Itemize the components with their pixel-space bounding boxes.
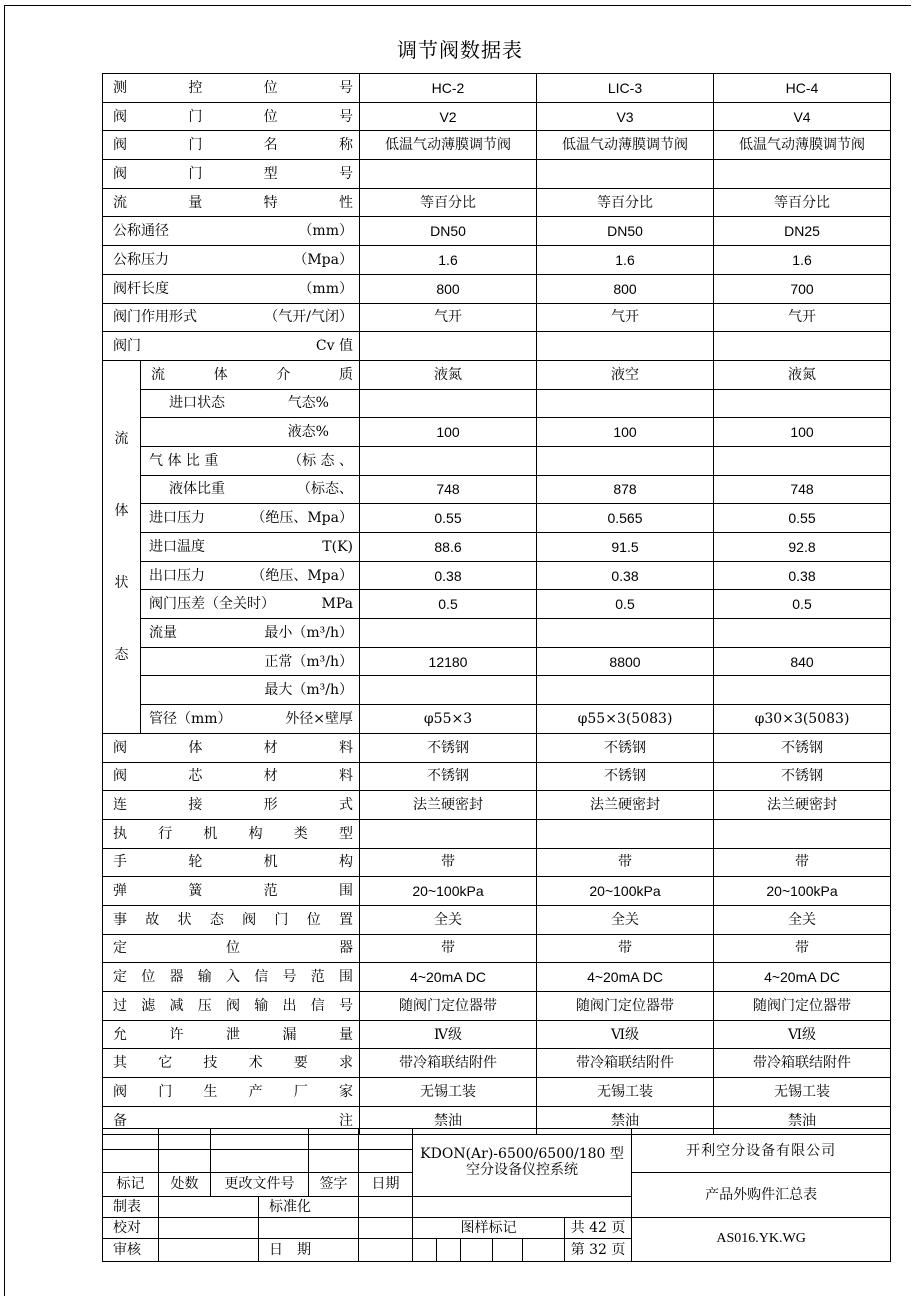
- table-row: [103, 705, 891, 734]
- row-label: [103, 74, 360, 103]
- justified-label: 连 接 形 式: [113, 797, 353, 814]
- value-cell: φ30×3(5083): [714, 705, 891, 734]
- value-cell: 等百分比: [537, 188, 714, 217]
- drawing-mark-box: [523, 1238, 565, 1261]
- row-unit-text: 气态%: [287, 395, 329, 412]
- row-label-text: 公称通径: [113, 223, 169, 240]
- justified-label: 定 位 器: [113, 940, 353, 957]
- value-cell: V2: [360, 102, 537, 131]
- system-line-2: 空分设备仪控系统: [466, 1162, 579, 1179]
- table-row: [103, 446, 891, 475]
- row-label-text: 阀门作用形式: [113, 309, 197, 326]
- page-title: 调节阀数据表: [397, 38, 523, 62]
- value-cell: 气开: [360, 303, 537, 332]
- row-unit-text: （标态、: [297, 481, 353, 498]
- justified-label: 阀 门 名 称: [113, 137, 353, 154]
- blank-cell: [413, 1196, 632, 1217]
- row-unit-text: 最大（m³/h）: [264, 682, 353, 699]
- value-cell: 随阀门定位器带: [714, 992, 891, 1021]
- value-cell: [714, 819, 891, 848]
- row-unit-text: 正常（m³/h）: [264, 653, 353, 670]
- value-cell: 带: [714, 934, 891, 963]
- value-cell: 禁油: [537, 1106, 714, 1135]
- row-label: [103, 848, 360, 877]
- justified-label: 阀 门 位 号: [113, 108, 353, 125]
- row-unit-text: 液态%: [287, 424, 329, 441]
- row-label: [103, 762, 360, 791]
- value-cell: 0.5: [537, 590, 714, 619]
- system-line-1: KDON(Ar)-6500/6500/180 型: [420, 1146, 624, 1163]
- value-cell: 100: [537, 418, 714, 447]
- value-cell: 800: [537, 274, 714, 303]
- table-row: [103, 733, 891, 762]
- value-cell: 法兰硬密封: [537, 791, 714, 820]
- table-row: [103, 934, 891, 963]
- value-cell: 等百分比: [360, 188, 537, 217]
- table-row: [103, 590, 891, 619]
- row-label: [141, 418, 360, 447]
- table-row: [103, 963, 891, 992]
- value-cell: [360, 676, 537, 705]
- revision-cell: [211, 1129, 309, 1150]
- table-row: [103, 274, 891, 303]
- row-label: [103, 102, 360, 131]
- table-row: [103, 160, 891, 189]
- row-label: [103, 791, 360, 820]
- value-cell: DN25: [714, 217, 891, 246]
- value-cell: [360, 332, 537, 361]
- value-cell: [714, 389, 891, 418]
- row-label: [103, 303, 360, 332]
- row-unit-text: （mm）: [298, 223, 353, 240]
- value-cell: 等百分比: [714, 188, 891, 217]
- table-row: [103, 188, 891, 217]
- table-row: [103, 246, 891, 275]
- value-cell: 8800: [537, 647, 714, 676]
- row-unit-text: （标 态 、: [288, 452, 353, 469]
- row-label: [141, 676, 360, 705]
- table-row: [103, 819, 891, 848]
- row-label-text: 管径（mm）: [149, 710, 232, 727]
- revision-cell: [159, 1150, 211, 1173]
- table-row: [103, 217, 891, 246]
- row-unit-text: （气开/气闭）: [264, 309, 353, 326]
- value-cell: 不锈钢: [714, 762, 891, 791]
- row-label: [103, 905, 360, 934]
- row-unit-text: Cv 值: [315, 338, 353, 355]
- value-cell: 低温气动薄膜调节阀: [714, 131, 891, 160]
- row-unit-text: 最小（m³/h）: [264, 624, 353, 641]
- row-unit-text: 外径×壁厚: [285, 710, 353, 727]
- row-label: [103, 1020, 360, 1049]
- row-unit-text: MPa: [321, 596, 353, 613]
- table-row: [103, 1020, 891, 1049]
- value-cell: 禁油: [714, 1106, 891, 1135]
- row-label-text: 公称压力: [113, 251, 169, 268]
- justified-label: 过 滤 减 压 阀 输 出 信 号: [113, 997, 353, 1014]
- value-cell: HC-4: [714, 74, 891, 103]
- value-cell: [360, 160, 537, 189]
- value-cell: [360, 389, 537, 418]
- table-row: [103, 992, 891, 1021]
- row-label: [141, 590, 360, 619]
- table-row: [103, 848, 891, 877]
- value-cell: 878: [537, 475, 714, 504]
- value-cell: [714, 446, 891, 475]
- value-cell: 不锈钢: [537, 762, 714, 791]
- document-title: 产品外购件汇总表: [632, 1173, 891, 1217]
- row-unit-text: T(K): [322, 538, 353, 555]
- drawing-mark-label: 图样标记: [413, 1217, 565, 1238]
- value-cell: 不锈钢: [537, 733, 714, 762]
- header-mark: 标记: [103, 1173, 159, 1196]
- value-cell: 800: [360, 274, 537, 303]
- document-code: AS016.YK.WG: [632, 1217, 891, 1261]
- value-cell: 88.6: [360, 533, 537, 562]
- check-value: [159, 1217, 259, 1238]
- justified-label: 弹 簧 范 围: [113, 883, 353, 900]
- justified-label: 手 轮 机 构: [113, 854, 353, 871]
- row-unit-text: （Mpa）: [293, 251, 353, 268]
- value-cell: φ55×3: [360, 705, 537, 734]
- value-cell: 840: [714, 647, 891, 676]
- table-row: [103, 504, 891, 533]
- standard-label: 标准化: [259, 1196, 359, 1217]
- table-row: [103, 389, 891, 418]
- value-cell: 0.38: [714, 561, 891, 590]
- row-label: [103, 992, 360, 1021]
- value-cell: 带: [360, 934, 537, 963]
- row-label: [141, 533, 360, 562]
- value-cell: [537, 676, 714, 705]
- standard-value: [359, 1196, 413, 1217]
- row-label: [141, 446, 360, 475]
- value-cell: [537, 160, 714, 189]
- group-label-char: 体: [114, 502, 129, 519]
- total-pages: 共 42 页: [565, 1217, 632, 1238]
- value-cell: 低温气动薄膜调节阀: [537, 131, 714, 160]
- value-cell: 带: [714, 848, 891, 877]
- justified-label: 流 体 介 质: [151, 366, 353, 383]
- value-cell: V4: [714, 102, 891, 131]
- value-cell: 748: [714, 475, 891, 504]
- value-cell: [537, 819, 714, 848]
- value-cell: 0.55: [360, 504, 537, 533]
- value-cell: 无锡工装: [537, 1078, 714, 1107]
- value-cell: 20~100kPa: [537, 877, 714, 906]
- table-row: [103, 131, 891, 160]
- row-label: [103, 819, 360, 848]
- value-cell: 100: [714, 418, 891, 447]
- value-cell: 0.55: [714, 504, 891, 533]
- row-label: [103, 733, 360, 762]
- value-cell: 不锈钢: [360, 762, 537, 791]
- justified-label: 流 量 特 性: [113, 194, 353, 211]
- value-cell: 92.8: [714, 533, 891, 562]
- revision-cell: [211, 1150, 309, 1173]
- page-number: 第 32 页: [565, 1238, 632, 1261]
- value-cell: Ⅵ级: [537, 1020, 714, 1049]
- row-label: [103, 274, 360, 303]
- justified-label: 备 注: [113, 1112, 353, 1129]
- valve-data-table: [102, 73, 891, 1135]
- table-row: [103, 360, 891, 389]
- value-cell: DN50: [537, 217, 714, 246]
- table-row: [103, 1049, 891, 1078]
- row-label-text: 出口压力: [149, 567, 205, 584]
- table-row: [103, 475, 891, 504]
- drawing-mark-box: [461, 1238, 493, 1261]
- title-block: [102, 1128, 891, 1262]
- justified-label: 定 位 器 输 入 信 号 范 围: [113, 969, 353, 986]
- value-cell: 100: [360, 418, 537, 447]
- value-cell: 气开: [714, 303, 891, 332]
- check-extra: [259, 1217, 359, 1238]
- value-cell: 0.38: [537, 561, 714, 590]
- value-cell: 20~100kPa: [360, 877, 537, 906]
- value-cell: [714, 332, 891, 361]
- review-label: 审核: [103, 1238, 159, 1261]
- value-cell: 随阀门定位器带: [537, 992, 714, 1021]
- drawing-mark-box: [493, 1238, 523, 1261]
- row-label-text: 进口压力: [149, 510, 205, 527]
- justified-label: 阀 门 生 产 厂 家: [113, 1083, 353, 1100]
- value-cell: 气开: [537, 303, 714, 332]
- value-cell: [537, 389, 714, 418]
- table-row: [103, 762, 891, 791]
- value-cell: 低温气动薄膜调节阀: [360, 131, 537, 160]
- value-cell: [714, 619, 891, 648]
- justified-label: 允 许 泄 漏 量: [113, 1026, 353, 1043]
- check-label: 校对: [103, 1217, 159, 1238]
- date-value: [359, 1238, 413, 1261]
- group-label-char: 流: [114, 430, 129, 447]
- value-cell: 700: [714, 274, 891, 303]
- row-label: [103, 1049, 360, 1078]
- value-cell: 4~20mA DC: [714, 963, 891, 992]
- value-cell: 不锈钢: [360, 733, 537, 762]
- header-date: 日期: [359, 1173, 413, 1196]
- row-unit-text: （绝压、Mpa）: [251, 567, 353, 584]
- row-label: [141, 475, 360, 504]
- header-count: 处数: [159, 1173, 211, 1196]
- value-cell: 全关: [537, 905, 714, 934]
- value-cell: 禁油: [360, 1106, 537, 1135]
- row-label-text: 进口温度: [149, 538, 205, 555]
- check-extra: [359, 1217, 413, 1238]
- row-label-text: 进口状态: [169, 395, 225, 412]
- made-value: [159, 1196, 259, 1217]
- revision-cell: [309, 1129, 359, 1150]
- row-label: [103, 934, 360, 963]
- value-cell: [714, 676, 891, 705]
- row-label: [103, 1078, 360, 1107]
- row-label: [141, 705, 360, 734]
- value-cell: Ⅳ级: [360, 1020, 537, 1049]
- revision-cell: [309, 1150, 359, 1173]
- made-label: 制表: [103, 1196, 159, 1217]
- value-cell: 液氮: [714, 360, 891, 389]
- table-row: [103, 533, 891, 562]
- value-cell: 0.5: [360, 590, 537, 619]
- row-label: [141, 389, 360, 418]
- table-row: [103, 877, 891, 906]
- value-cell: 4~20mA DC: [360, 963, 537, 992]
- value-cell: 带: [537, 848, 714, 877]
- fluid-state-group-label: [103, 360, 141, 733]
- table-row: [103, 647, 891, 676]
- value-cell: 1.6: [714, 246, 891, 275]
- justified-label: 阀 芯 材 料: [113, 768, 353, 785]
- value-cell: DN50: [360, 217, 537, 246]
- row-label-text: 阀门: [113, 338, 141, 355]
- value-cell: 无锡工装: [714, 1078, 891, 1107]
- value-cell: 随阀门定位器带: [360, 992, 537, 1021]
- row-label: [141, 647, 360, 676]
- row-label: [103, 217, 360, 246]
- row-label-text: 阀门压差（全关时）: [149, 596, 275, 613]
- table-row: [103, 619, 891, 648]
- value-cell: 带冷箱联结附件: [714, 1049, 891, 1078]
- row-unit-text: （绝压、Mpa）: [251, 510, 353, 527]
- table-row: [103, 303, 891, 332]
- row-label-text: 液体比重: [169, 481, 225, 498]
- value-cell: V3: [537, 102, 714, 131]
- row-label: [103, 246, 360, 275]
- value-cell: φ55×3(5083): [537, 705, 714, 734]
- row-label: [103, 332, 360, 361]
- group-label-char: 态: [114, 646, 129, 663]
- value-cell: 液空: [537, 360, 714, 389]
- row-label: [141, 619, 360, 648]
- row-label: [141, 561, 360, 590]
- value-cell: [360, 819, 537, 848]
- value-cell: 无锡工装: [360, 1078, 537, 1107]
- row-label-text: 流量: [149, 624, 177, 641]
- header-sign: 签字: [309, 1173, 359, 1196]
- header-change-doc: 更改文件号: [211, 1173, 309, 1196]
- value-cell: [537, 619, 714, 648]
- value-cell: 12180: [360, 647, 537, 676]
- value-cell: 法兰硬密封: [714, 791, 891, 820]
- value-cell: [360, 619, 537, 648]
- value-cell: 带: [360, 848, 537, 877]
- review-value: [159, 1238, 259, 1261]
- table-row: [103, 1078, 891, 1107]
- value-cell: 液氮: [360, 360, 537, 389]
- row-label-text: 气 体 比 重: [149, 452, 219, 469]
- value-cell: 法兰硬密封: [360, 791, 537, 820]
- value-cell: 1.6: [360, 246, 537, 275]
- value-cell: 全关: [360, 905, 537, 934]
- row-label: [103, 963, 360, 992]
- row-label-text: 阀杆长度: [113, 280, 169, 297]
- table-row: [103, 791, 891, 820]
- value-cell: 全关: [714, 905, 891, 934]
- row-label: [103, 877, 360, 906]
- value-cell: 不锈钢: [714, 733, 891, 762]
- table-row: [103, 74, 891, 103]
- table-row: [103, 102, 891, 131]
- row-label: [141, 360, 360, 389]
- company-name: 开利空分设备有限公司: [632, 1129, 891, 1173]
- row-label: [103, 131, 360, 160]
- table-row: [103, 561, 891, 590]
- value-cell: 0.565: [537, 504, 714, 533]
- value-cell: [714, 160, 891, 189]
- row-label: [103, 160, 360, 189]
- justified-label: 事 故 状 态 阀 门 位 置: [113, 911, 353, 928]
- drawing-mark-box: [413, 1238, 437, 1261]
- value-cell: 0.5: [714, 590, 891, 619]
- value-cell: LIC-3: [537, 74, 714, 103]
- row-label: [141, 504, 360, 533]
- value-cell: 0.38: [360, 561, 537, 590]
- value-cell: 带冷箱联结附件: [360, 1049, 537, 1078]
- revision-cell: [103, 1150, 159, 1173]
- table-row: [103, 676, 891, 705]
- value-cell: [537, 332, 714, 361]
- table-row: [103, 905, 891, 934]
- table-row: [103, 418, 891, 447]
- value-cell: 20~100kPa: [714, 877, 891, 906]
- revision-cell: [159, 1129, 211, 1150]
- justified-label: 执 行 机 构 类 型: [113, 825, 353, 842]
- value-cell: 带冷箱联结附件: [537, 1049, 714, 1078]
- row-unit-text: （mm）: [298, 280, 353, 297]
- revision-cell: [103, 1129, 159, 1150]
- justified-label: 测 控 位 号: [113, 79, 353, 96]
- table-row: [103, 332, 891, 361]
- group-label-char: 状: [114, 574, 129, 591]
- justified-label: 阀 门 型 号: [113, 165, 353, 182]
- value-cell: 4~20mA DC: [537, 963, 714, 992]
- value-cell: HC-2: [360, 74, 537, 103]
- justified-label: 阀 体 材 料: [113, 739, 353, 756]
- drawing-mark-box: [437, 1238, 461, 1261]
- value-cell: 带: [537, 934, 714, 963]
- system-name: [413, 1129, 632, 1197]
- revision-cell: [359, 1129, 413, 1150]
- value-cell: 748: [360, 475, 537, 504]
- row-label: [103, 188, 360, 217]
- value-cell: 1.6: [537, 246, 714, 275]
- value-cell: 91.5: [537, 533, 714, 562]
- value-cell: Ⅵ级: [714, 1020, 891, 1049]
- revision-cell: [359, 1150, 413, 1173]
- value-cell: [360, 446, 537, 475]
- date-label: 日 期: [259, 1238, 359, 1261]
- justified-label: 其 它 技 术 要 求: [113, 1055, 353, 1072]
- value-cell: [537, 446, 714, 475]
